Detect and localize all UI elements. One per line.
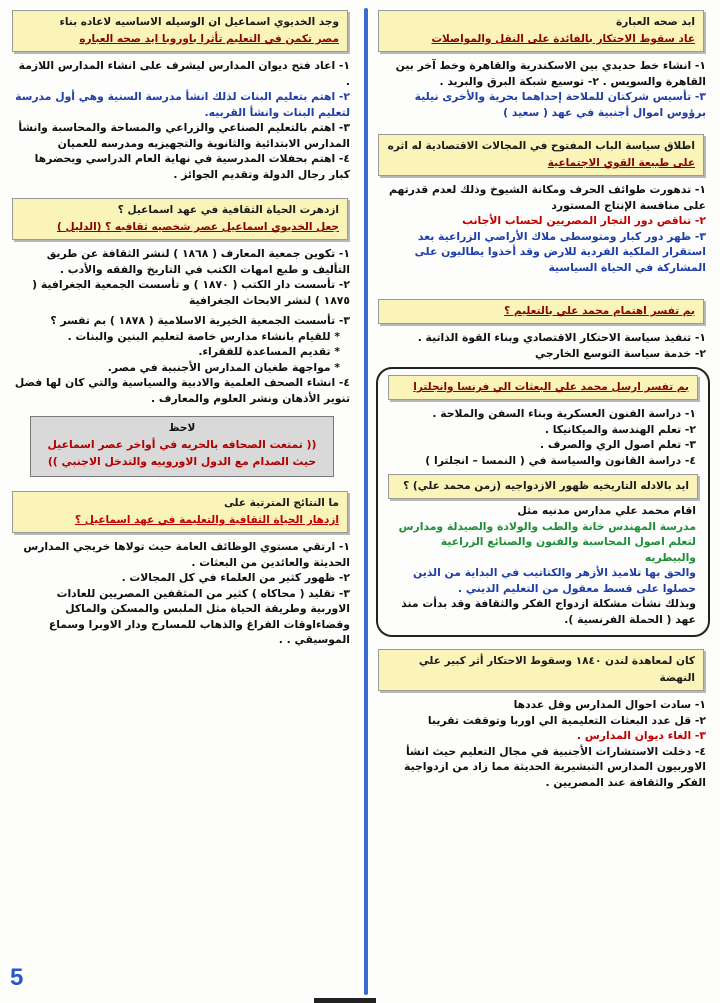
answer-item: اقام محمد علي مدارس مدنيه مثل (517, 504, 696, 517)
answer-list (374, 697, 712, 790)
answer-list (384, 503, 702, 627)
answer-item: ١- ارتقي مستوي الوظائف العامة حيث تولاها خريجي المدارس الحديثة والعائدين من البعثات . (23, 540, 350, 569)
answer-item: ٢- ظهور كثير من العلماء في كل المجالات . (121, 571, 350, 584)
answer-item: ٤- انشاء الصحف العلمية والادبية والسياسية والتي كان لها فضل تنوير الأذهان ونشر العلوم والمعارف . (14, 376, 350, 405)
question-box (12, 10, 348, 52)
answer-item: ٣- ظهر دور كبار ومتوسطى ملاك الأراضي الزراعية بعد استقرار الملكية الفردية للارض وقد أخذوا يطالبون على المشاركة في الحياة السياسية (414, 229, 706, 274)
question-line: ايد بالادله التاريخيه ظهور الازدواجيه (زمن محمد علي) ؟ (403, 480, 689, 492)
question-line: جعل الخديوي اسماعيل عصر شخصيه ثقافيه ؟ (الدليل ) (57, 221, 339, 233)
answer-list (384, 406, 702, 468)
question-line: ابد صحه العبارة (616, 16, 695, 28)
question-line: ما النتائج المترتبة على (223, 497, 339, 509)
note-title: لاحظ (168, 422, 196, 434)
answer-item: ٤- دراسة القانون والسياسة في ( النمسا – انجلترا ) (425, 453, 696, 467)
question-box (12, 491, 348, 533)
question-line: وجد الخديوي اسماعيل ان الوسيله الاساسيه لاعاده بناء (59, 16, 339, 28)
question-box (378, 299, 704, 324)
answer-item: ٣- اهتم بالتعليم الصناعي والزراعي والمساحة والمحاسبة وانشأ المدارس الابتدائية والثانوية والتجهيزيه ومدرسه للعميان (18, 121, 350, 150)
note-box (30, 416, 334, 477)
answer-item: ١- سادت احوال المدارس وقل عددها (513, 698, 706, 711)
question-box (378, 10, 704, 52)
answer-item: ١- اعاد فتح ديوان المدارس ليشرف على انشاء المدارس اللازمة . (18, 59, 350, 88)
column-divider (364, 8, 368, 995)
question-box (388, 474, 698, 499)
question-line: بم تفسر اهتمام محمد علي بالتعليم ؟ (504, 305, 695, 317)
question-box (378, 649, 704, 691)
answer-list (374, 58, 712, 120)
answer-item: ٣- تأسيس شركتان للملاحة إحداهما بحرية والأخرى نيلية برؤوس اموال أجنبية في عهد ( سعيد ) (414, 90, 706, 119)
question-line: على طبيعة القوي الاجتماعية (547, 157, 695, 169)
answer-item: ٤- دخلت الاستشارات الأجنبية في مجال التعليم حيث انشأ الاوربيون المدارس التبشيرية الحديثة مما زاد من ازدواجية الفكر والثقافة عند المصريين . (404, 744, 706, 789)
answer-item: ٣- تقليد ( محاكاه ) كثير من المثقفين المصريين للعادات الاوربية وطريقة الحياة مثل الملبس والمسكن والماكل وقضاءاوقات الفراغ والذهاب للمسارح ودار الاوبرا وسماع الموسيقي . . (48, 586, 350, 646)
answer-item: ٢- خدمة سياسة التوسع الخارجي (534, 346, 706, 360)
question-line: ازدهرت الحياة الثقافية في عهد اسماعيل ؟ (117, 204, 339, 216)
question-box (12, 198, 348, 240)
answer-item: ١- تكوين جمعية المعارف ( ١٨٦٨ ) لنشر الثقافة عن طريق التأليف و طبع امهات الكتب في التاريخ والفقه والأدب . (46, 247, 350, 276)
bottom-bar (314, 998, 376, 1003)
question-line: مصر تكمن في التعليم تأثرا باوروبا ايد صحه العباره (79, 33, 339, 45)
answer-item: ٣- تأسست الجمعية الخيرية الاسلامية ( ١٨٧٨ ) بم تفسر ؟ (50, 314, 350, 327)
question-line: اطلاق سياسة الباب المفتوح في المجالات الاقتصادية له اثره (387, 140, 695, 152)
question-line: كان لمعاهدة لندن ١٨٤٠ وسقوط الاحتكار أثر كبير علي النهضة (418, 655, 695, 684)
answer-item: ١- تنفيذ سياسة الاحتكار الاقتصادي وبناء القوة الذاتية . (417, 331, 706, 344)
answer-item: مدرسة المهندس خانة والطب والولادة والصيدلة ومدارس لتعلم اصول المحاسبة والفنون والصنائع الزراعية والبيطريه (398, 519, 696, 564)
answer-item: ٢- تعلم الهندسة والميكانيكا . (544, 422, 696, 436)
answer-item: ١- انشاء خط حديدي بين الاسكندرية والقاهرة وخط آخر بين القاهرة والسويس . ٢- توسيع شبكة البرق والبريد . (395, 59, 706, 88)
right-column (374, 6, 712, 790)
answer-list (374, 330, 712, 361)
page-number: 5 (10, 964, 24, 991)
answer-item: * مواجهة طغيان المدارس الأجنبية في مصر. (107, 360, 340, 374)
question-box (388, 375, 698, 400)
answer-item: وبذلك نشأت مشكلة ازدواج الفكر والثقافة وقد بدأت منذ عهد ( الحملة الفرنسية ). (401, 597, 696, 626)
answer-item: ٤- اهتم بحفلات المدرسية في نهاية العام الدراسي ويحضرها كبار رجال الدولة وتقديم الجوائز . (34, 152, 350, 181)
answer-list (8, 58, 356, 182)
answer-list (8, 539, 356, 648)
answer-item: ١- دراسة الفنون العسكرية وبناء السفن والملاحة . (432, 407, 696, 420)
answer-item: ٢- قل عدد البعثات التعليمية الي اوربا وتوقفت تقريبا (427, 713, 706, 727)
answer-item: * تقديم المساعدة للفقراء. (198, 345, 340, 358)
answer-item: ٣- تعلم اصول الري والصرف . (540, 438, 696, 451)
answer-item: * للقيام بانشاء مدارس خاصة لتعليم البنين والبنات . (67, 329, 340, 343)
answer-item: ٢- تناقص دور التجار المصريين لحساب الأجانب (462, 214, 706, 227)
circled-section (376, 367, 710, 637)
question-line: ازدهار الحياة الثقافية والتعليمة في عهد اسماعيل ؟ (74, 514, 339, 526)
answer-item: والحق بها تلاميذ الأزهر والكتاتيب في البداية من الذين حصلوا على قسط معقول من التعليم الديني . (413, 566, 696, 595)
question-box (378, 134, 704, 176)
answer-item: ١- تدهورت طوائف الحرف ومكانة الشيوخ وذلك لعدم قدرتهم على منافسة الإنتاج المستورد (389, 183, 706, 212)
question-line: عاد سقوط الاحتكار بالفائدة على النقل والمواصلات (431, 33, 695, 45)
note-line: حيث الصدام مع الدول الاوروبيه والتدخل الاجنبي )) (47, 455, 317, 468)
note-line: (( تمتعت الصحافه بالحريه في أواخر عصر اسماعيل (47, 438, 317, 451)
answer-item: ٢- اهتم بتعليم البنات لذلك انشأ مدرسة السنية وهي أول مدرسة لتعليم البنات وانشأ القربيه. (15, 90, 350, 119)
answer-item: ٣- الغاء ديوان المدارس . (577, 729, 706, 742)
question-line: بم تفسر ارسل محمد علي البعثات الي فرنسا وانجلترا (413, 381, 689, 393)
left-column (8, 6, 356, 648)
answer-list (374, 182, 712, 275)
answer-item: ٢- تأسست دار الكتب ( ١٨٧٠ ) و تأسست الجمعية الجغرافية ( ١٨٧٥ ) لنشر الابحاث الجغرافية (32, 278, 350, 307)
answer-list (8, 246, 356, 406)
